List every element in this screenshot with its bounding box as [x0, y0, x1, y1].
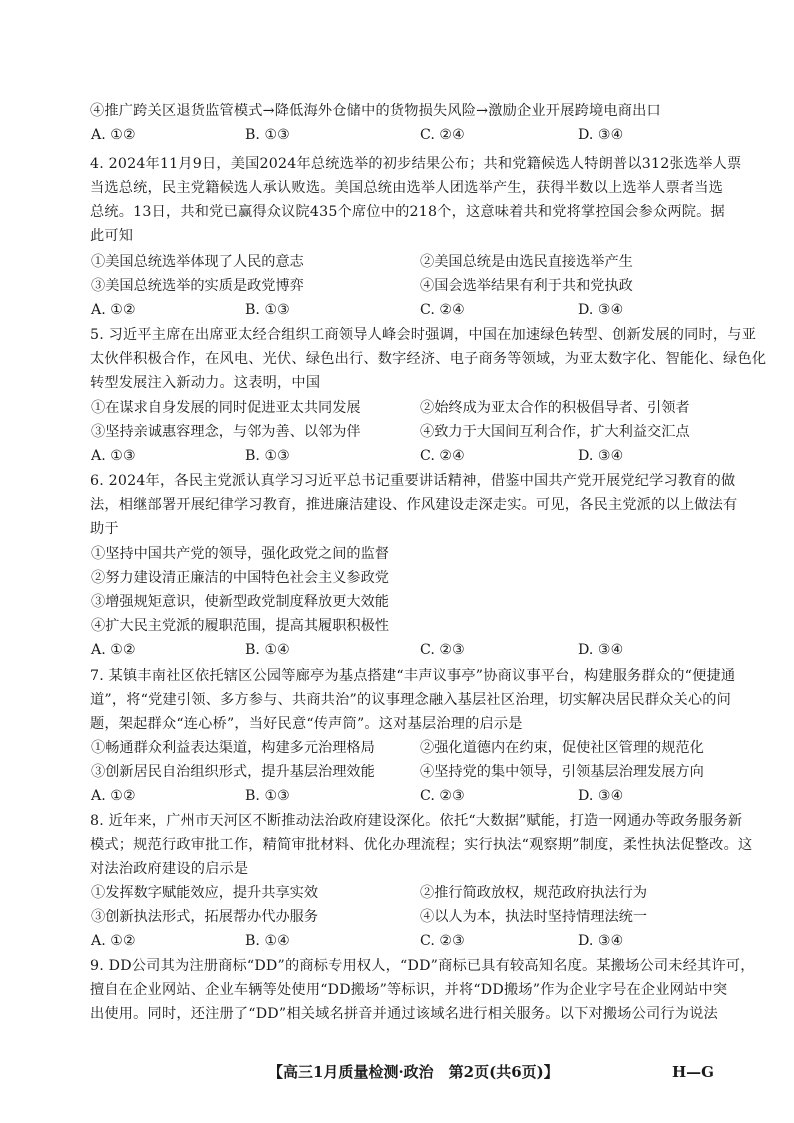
q8-item-3: ③创新执法形式，拓展帮办代办服务 — [91, 909, 319, 925]
q9-stem-line-2: 擅自在企业网站、企业车辆等处使用“DD搬场”等标识，并将“DD搬场”作为企业字号在企业网站中突 — [90, 982, 728, 998]
q4-option-b: B. ①③ — [245, 302, 290, 318]
q8-item-1: ①发挥数字赋能效应，提升共享实效 — [91, 885, 319, 901]
footer-code: H—G — [672, 1063, 714, 1081]
q7-option-c: C. ②③ — [420, 788, 465, 804]
q5-stem-line-2: 太伙伴积极合作，在风电、光伏、绿色出行、数字经济、电子商务等领域，为亚太数字化、智能化、绿色化 — [90, 351, 767, 367]
q3-item-4: ④推广跨关区退货监管模式→降低海外仓储中的货物损失风险→激励企业开展跨境电商出口 — [90, 103, 661, 119]
q9-stem-line-3: 出使用。同时，还注册了“DD”相关域名拼音并通过该域名进行相关服务。以下对搬场公司行为说法 — [90, 1006, 718, 1022]
q8-item-4: ④以人为本，执法时坚持情理法统一 — [420, 909, 648, 925]
q6-option-a: A. ①② — [91, 642, 136, 658]
q8-option-b: B. ①④ — [245, 933, 290, 949]
q6-stem-line-2: 法，相继部署开展纪律学习教育，推进廉洁建设、作风建设走深走实。可见，各民主党派的以上做法有 — [90, 497, 738, 513]
q3-option-b: B. ①③ — [245, 127, 290, 143]
q3-option-c: C. ②④ — [420, 127, 465, 143]
q9-stem-line-1: 9. DD公司其为注册商标“DD”的商标专用权人，“DD”商标已具有较高知名度。某搬场公司未经其许可， — [90, 958, 755, 974]
q4-stem-line-3: 总统。13日，共和党已赢得众议院435个席位中的218个，这意味着共和党将掌控国会参众两院。据 — [90, 204, 725, 220]
q6-option-b: B. ①④ — [245, 642, 290, 658]
q8-stem-line-2: 模式；规范行政审批工作，精简审批材料、优化办理流程；实行执法“观察期”制度，柔性执法促整改。这 — [90, 837, 753, 853]
q3-option-a: A. ①② — [91, 127, 136, 143]
footer-title: 【高三1月质量检测·政治 第2页(共6页)】 — [268, 1063, 559, 1081]
q5-option-d: D. ③④ — [578, 448, 624, 464]
q6-item-3: ③增强规矩意识，使新型政党制度释放更大效能 — [91, 594, 389, 610]
q4-item-4: ④国会选举结果有利于共和党执政 — [420, 278, 633, 294]
q4-stem-line-1: 4. 2024年11月9日，美国2024年总统选举的初步结果公布；共和党籍候选人特朗普以312张选举人票 — [90, 156, 742, 172]
q5-option-a: A. ①③ — [91, 448, 136, 464]
q5-item-1: ①在谋求自身发展的同时促进亚太共同发展 — [91, 400, 361, 416]
page-footer — [0, 1060, 794, 1084]
q4-option-c: C. ②④ — [420, 302, 465, 318]
q5-stem-line-3: 转型发展注入新动力。这表明，中国 — [90, 375, 321, 391]
q8-option-d: D. ③④ — [578, 933, 624, 949]
q3-option-d: D. ③④ — [578, 127, 624, 143]
q8-option-c: C. ②③ — [420, 933, 465, 949]
q6-item-2: ②努力建设清正廉洁的中国特色社会主义参政党 — [91, 570, 389, 586]
q5-option-c: C. ②④ — [420, 448, 465, 464]
q4-item-2: ②美国总统是由选民直接选举产生 — [420, 254, 633, 270]
q7-item-3: ③创新居民自治组织形式，提升基层治理效能 — [91, 764, 375, 780]
q7-stem-line-2: 道”，将“党建引领、多方参与、共商共治”的议事理念融入基层社区治理，切实解决居民群众关心的问 — [90, 692, 732, 708]
q6-option-d: D. ③④ — [578, 642, 624, 658]
q8-stem-line-1: 8. 近年来，广州市天河区不断推动法治政府建设深化。依托“大数据”赋能，打造一网通办等政务服务新 — [90, 813, 743, 829]
q6-stem-line-3: 助于 — [90, 521, 119, 537]
q4-stem-line-2: 当选总统，民主党籍候选人承认败选。美国总统由选举人团选举产生，获得半数以上选举人票者当选 — [90, 180, 724, 196]
q7-option-b: B. ①③ — [245, 788, 290, 804]
q7-option-a: A. ①② — [91, 788, 136, 804]
q7-option-d: D. ③④ — [578, 788, 624, 804]
q4-item-1: ①美国总统选举体现了人民的意志 — [91, 254, 304, 270]
q6-stem-line-1: 6. 2024年，各民主党派认真学习习近平总书记重要讲话精神，借鉴中国共产党开展党纪学习教育的做 — [90, 473, 736, 489]
q4-stem-line-4: 此可知 — [90, 228, 134, 244]
q8-item-2: ②推行简政放权，规范政府执法行为 — [420, 885, 648, 901]
q4-item-3: ③美国总统选举的实质是政党博弈 — [91, 278, 304, 294]
q5-stem-line-1: 5. 习近平主席在出席亚太经合组织工商领导人峰会时强调，中国在加速绿色转型、创新发展的同时，与亚 — [90, 327, 757, 343]
q7-stem-line-3: 题，架起群众“连心桥”，当好民意“传声筒”。这对基层治理的启示是 — [90, 716, 523, 732]
q5-option-b: B. ①③ — [245, 448, 290, 464]
q5-item-2: ②始终成为亚太合作的积极倡导者、引领者 — [420, 400, 690, 416]
q4-option-d: D. ③④ — [578, 302, 624, 318]
q7-item-1: ①畅通群众利益表达渠道，构建多元治理格局 — [91, 740, 375, 756]
q4-option-a: A. ①② — [91, 302, 136, 318]
q5-item-4: ④致力于大国间互利合作，扩大利益交汇点 — [420, 424, 690, 440]
q5-item-3: ③坚持亲诚惠容理念，与邻为善、以邻为伴 — [91, 424, 361, 440]
q7-stem-line-1: 7. 某镇丰南社区依托辖区公园等廊亭为基点搭建“丰声议事亭”协商议事平台，构建服务群众的“便捷通 — [90, 668, 736, 684]
q8-option-a: A. ①② — [91, 933, 136, 949]
q6-option-c: C. ②③ — [420, 642, 465, 658]
q7-item-4: ④坚持党的集中领导，引领基层治理发展方向 — [420, 764, 704, 780]
q8-stem-line-3: 对法治政府建设的启示是 — [90, 861, 249, 877]
q7-item-2: ②强化道德内在约束，促使社区管理的规范化 — [420, 740, 704, 756]
q6-item-4: ④扩大民主党派的履职范围，提高其履职积极性 — [91, 618, 389, 634]
q6-item-1: ①坚持中国共产党的领导，强化政党之间的监督 — [91, 546, 389, 562]
